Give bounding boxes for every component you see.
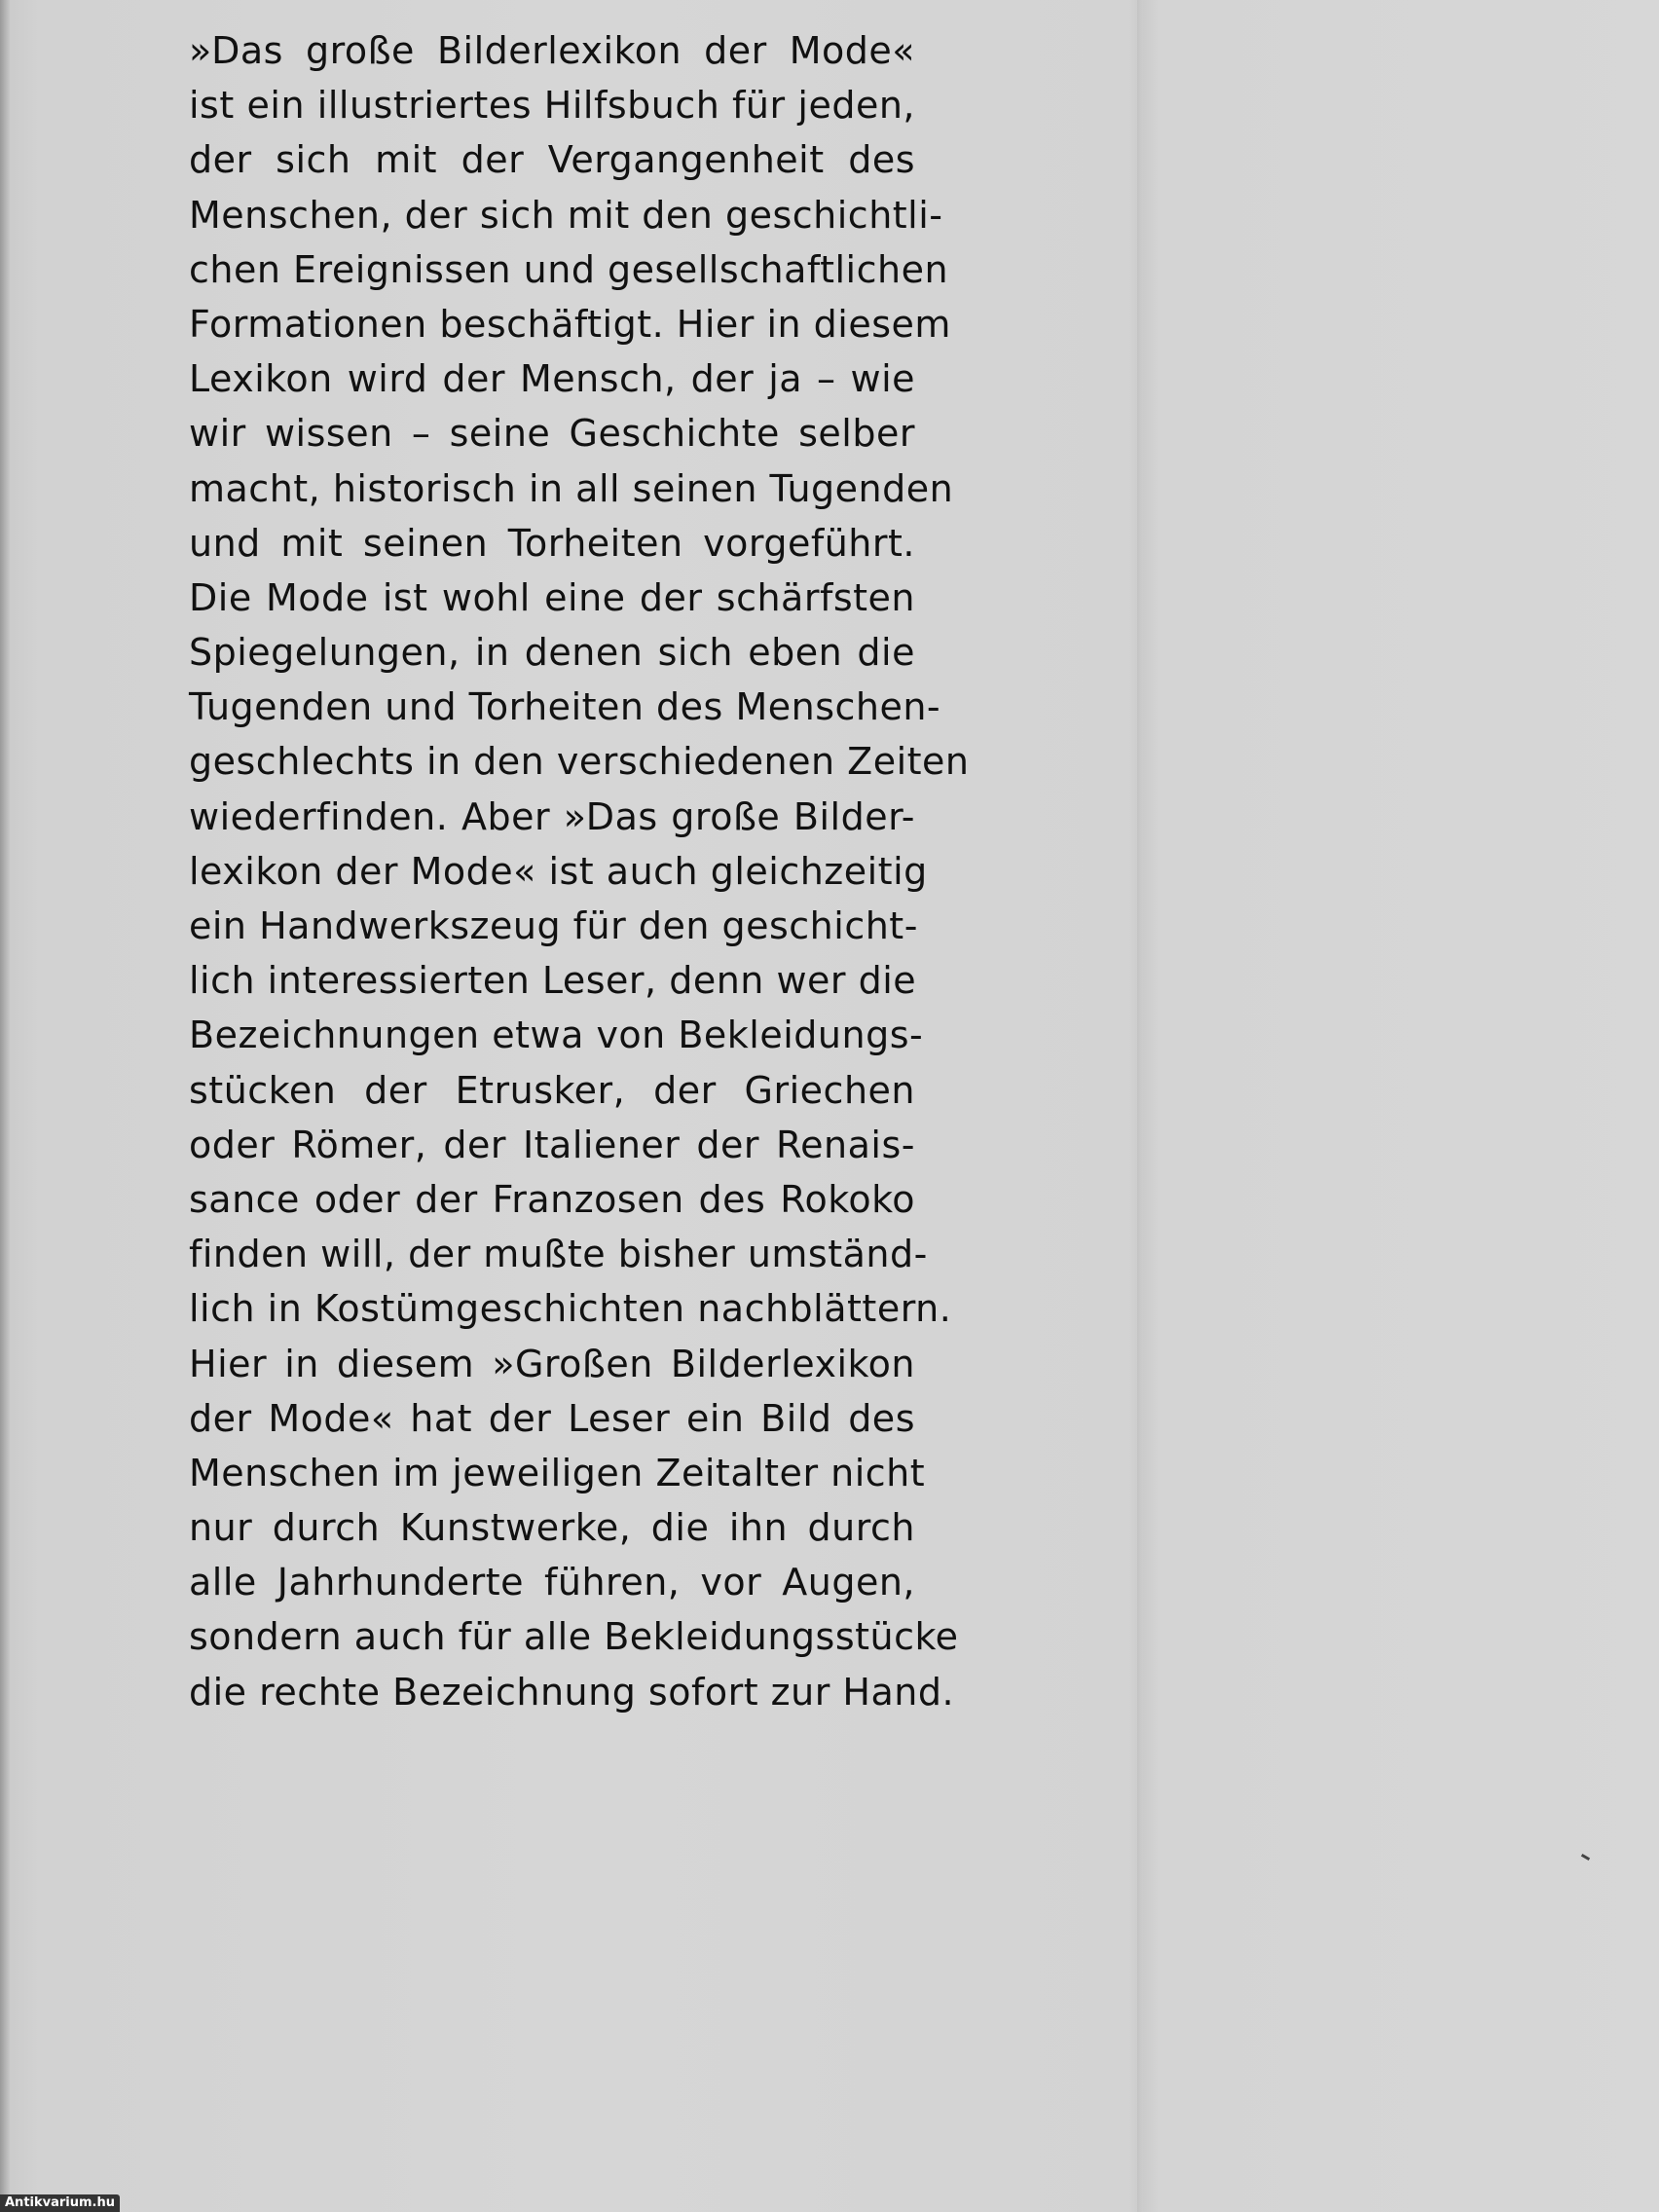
- paragraph-line: wir wissen – seine Geschichte selber: [189, 412, 915, 456]
- paragraph-line: Menschen, der sich mit den geschichtli-: [189, 193, 943, 237]
- paragraph-line: lich in Kostümgeschichten nachblättern.: [189, 1287, 952, 1331]
- paragraph-line: Menschen im jeweiligen Zeitalter nicht: [189, 1451, 926, 1494]
- paragraph-line: sondern auch für alle Bekleidungsstücke: [189, 1615, 959, 1659]
- paragraph-line: lexikon der Mode« ist auch gleichzeitig: [189, 849, 928, 893]
- paragraph-line: alle Jahrhunderte führen, vor Augen,: [189, 1561, 915, 1604]
- paragraph-line: nur durch Kunstwerke, die ihn durch: [189, 1506, 915, 1550]
- paragraph-line: ein Handwerkszeug für den geschicht-: [189, 904, 918, 947]
- paragraph-line: Tugenden und Torheiten des Menschen-: [189, 685, 941, 729]
- paragraph-line: »Das große Bilderlexikon der Mode«: [189, 29, 915, 72]
- paragraph-line: ist ein illustriertes Hilfsbuch für jeden,: [189, 84, 915, 128]
- paragraph-line: geschlechts in den verschiedenen Zeiten: [189, 740, 970, 784]
- paragraph-line: Spiegelungen, in denen sich eben die: [189, 631, 915, 675]
- paragraph-line: Lexikon wird der Mensch, der ja – wie: [189, 357, 915, 401]
- paragraph-line: oder Römer, der Italiener der Renais-: [189, 1123, 915, 1166]
- watermark: Antikvarium.hu: [0, 2194, 120, 2212]
- paragraph-line: sance oder der Franzosen des Rokoko: [189, 1177, 915, 1221]
- page-left-edge: [0, 0, 10, 2212]
- paragraph-line: Die Mode ist wohl eine der schärfsten: [189, 575, 915, 619]
- paragraph-line: Formationen beschäftigt. Hier in diesem: [189, 302, 951, 346]
- paragraph-line: lich interessierten Leser, denn wer die: [189, 959, 917, 1003]
- paragraph-line: wiederfinden. Aber »Das große Bilder-: [189, 794, 915, 838]
- paragraph-line: Bezeichnungen etwa von Bekleidungs-: [189, 1014, 924, 1057]
- paragraph-line: stücken der Etrusker, der Griechen: [189, 1068, 915, 1112]
- paragraph-line: der Mode« hat der Leser ein Bild des: [189, 1396, 915, 1440]
- blurb-paragraph: [189, 23, 970, 1719]
- paragraph-line: chen Ereignissen und gesellschaftlichen: [189, 247, 949, 291]
- paragraph-line: und mit seinen Torheiten vorgeführt.: [189, 521, 915, 565]
- page-fold-shadow: [1137, 0, 1143, 2212]
- paragraph-line: der sich mit der Vergangenheit des: [189, 138, 915, 182]
- paragraph-line: Hier in diesem »Großen Bilderlexikon: [189, 1342, 915, 1385]
- paragraph-line: macht, historisch in all seinen Tugenden: [189, 466, 954, 510]
- paragraph-line: finden will, der mußte bisher umständ-: [189, 1233, 928, 1276]
- paragraph-line: die rechte Bezeichnung sofort zur Hand.: [189, 1670, 955, 1714]
